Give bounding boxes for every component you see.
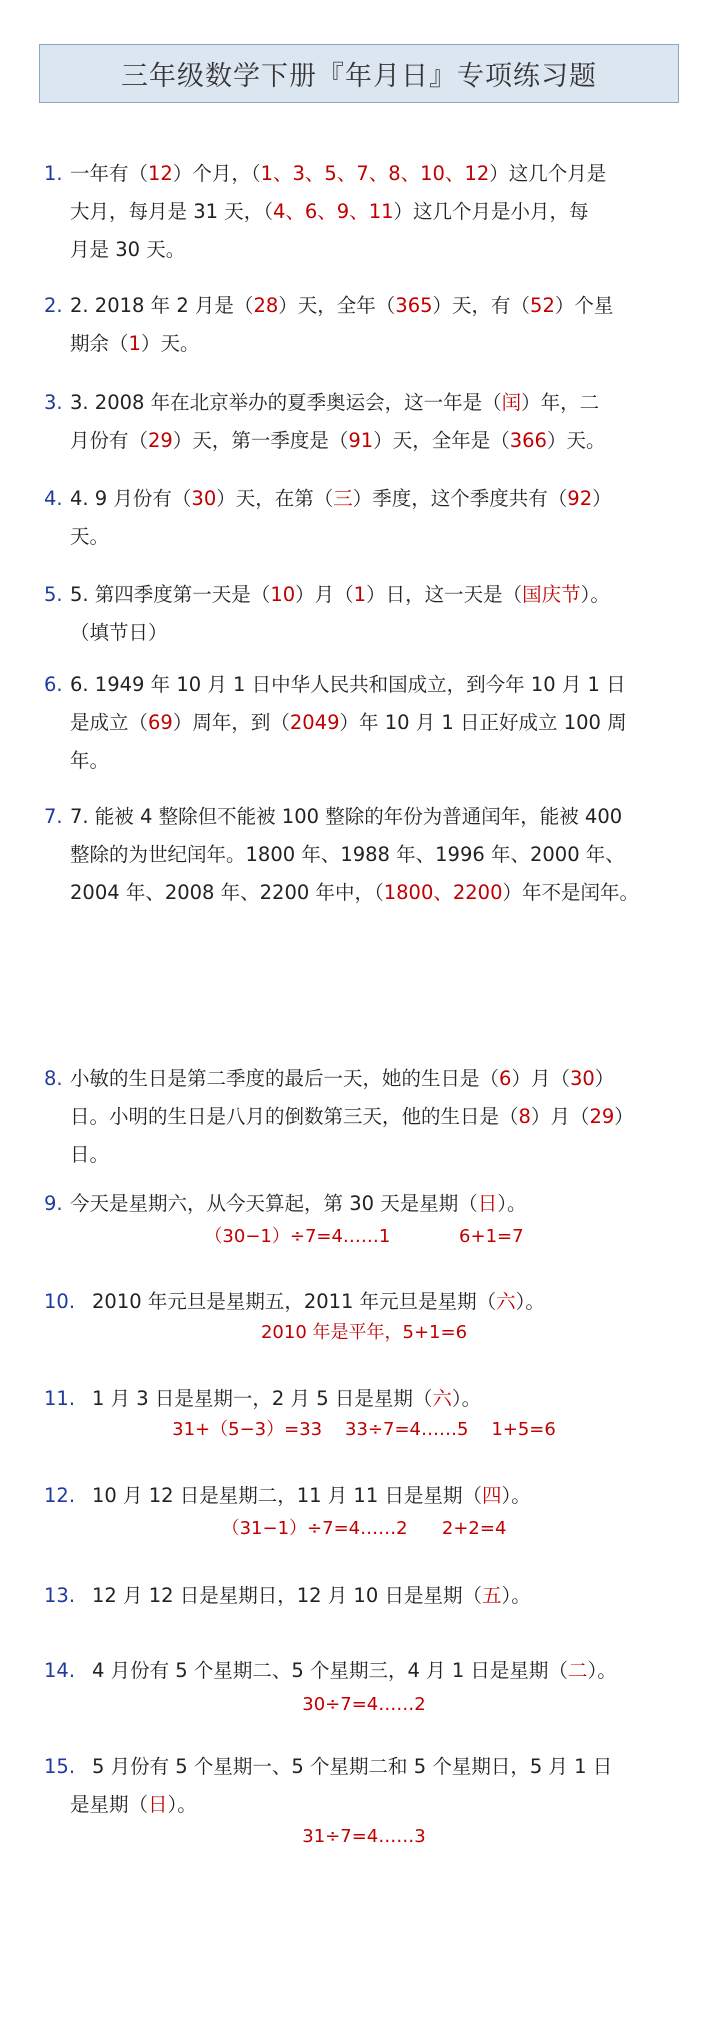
question-text: ）日，这一天是（	[366, 583, 523, 606]
question-text: 6. 1949 年 10 月 1 日中华人民共和国成立，到今年 10 月 1 日	[70, 673, 626, 696]
question-line	[44, 1060, 684, 1098]
question-text: 一年有（	[70, 162, 149, 185]
question-11	[44, 1380, 684, 1418]
question-text: ）。	[501, 1584, 531, 1607]
working-calculation: 30÷7=4……2	[302, 1694, 426, 1715]
question-text: 12 月 12 日是星期日，12 月 10 日是星期（	[92, 1584, 482, 1607]
answer-text: 366	[509, 429, 547, 452]
question-number: 5.	[44, 583, 63, 606]
question-number: 13.	[44, 1584, 76, 1607]
question-text: ）	[592, 487, 612, 510]
question-line	[44, 1786, 684, 1824]
question-text: ）天，第一季度是（	[172, 429, 349, 452]
answer-text: 69	[148, 711, 173, 734]
question-line	[44, 1136, 684, 1174]
working-calculation: 31÷7=4……3	[302, 1826, 426, 1847]
question-line	[44, 287, 684, 325]
question-text: ）。	[580, 583, 610, 606]
answer-text: 8	[518, 1105, 531, 1128]
question-text: 日。	[70, 1143, 110, 1166]
question-text: ）这几个月是小月，每	[393, 200, 589, 223]
question-text: ）月（	[530, 1105, 590, 1128]
answer-text: 4、6、9、11	[272, 200, 394, 223]
question-number: 2.	[44, 294, 63, 317]
question-text: 7. 能被 4 整除但不能被 100 整除的年份为普通闰年，能被 400	[70, 805, 623, 828]
question-text: ）天，在第（	[216, 487, 334, 510]
question-4	[44, 480, 684, 556]
answer-text: 1800、2200	[383, 881, 503, 904]
question-text: ）。	[515, 1290, 545, 1313]
question-line	[44, 384, 684, 422]
answer-text: 国庆节	[522, 583, 581, 606]
question-text: ）天，全年（	[278, 294, 396, 317]
question-text: 1 月 3 日是星期一，2 月 5 日是星期（	[92, 1387, 433, 1410]
question-text: ）年不是闰年。	[502, 881, 640, 904]
question-text: 4. 9 月份有（	[70, 487, 192, 510]
question-line	[44, 666, 684, 704]
answer-text: 三	[333, 487, 353, 510]
question-line	[44, 1748, 684, 1786]
answer-text: 52	[530, 294, 555, 317]
question-text: 4 月份有 5 个星期二、5 个星期三，4 月 1 日是星期（	[92, 1659, 568, 1682]
question-text: 天。	[70, 525, 110, 548]
question-10	[44, 1283, 684, 1321]
question-6	[44, 666, 684, 780]
question-text: 整除的为世纪闰年。1800 年、1988 年、1996 年、2000 年、	[70, 843, 625, 866]
question-text: ）。	[451, 1387, 482, 1410]
question-text: 5. 第四季度第一天是（	[70, 583, 271, 606]
answer-text: 6	[499, 1067, 512, 1090]
question-line	[44, 576, 684, 614]
question-text: 10 月 12 日是星期二，11 月 11 日是星期（	[92, 1484, 482, 1507]
answer-text: 1、3、5、7、8、10、12	[260, 162, 490, 185]
working-calculation: 31+（5−3）=33 33÷7=4……5 1+5=6	[172, 1419, 556, 1440]
question-text: ）年，二	[521, 391, 600, 414]
question-12	[44, 1477, 684, 1515]
question-line	[44, 614, 684, 652]
answer-text: 91	[348, 429, 374, 452]
question-line	[44, 231, 684, 269]
answer-text: 六	[432, 1387, 452, 1410]
working-calculation: 2010 年是平年，5+1=6	[260, 1322, 468, 1343]
answer-text: 四	[481, 1484, 502, 1507]
question-text: ）天。	[546, 429, 606, 452]
question-text: ）季度，这个季度共有（	[352, 487, 568, 510]
question-text: 3. 2008 年在北京举办的夏季奥运会，这一年是（	[70, 391, 502, 414]
question-text: 2004 年、2008 年、2200 年中，（	[70, 881, 384, 904]
answer-text: 28	[253, 294, 279, 317]
working-calculation: （31−1）÷7=4……2 2+2=4	[221, 1518, 507, 1539]
question-line	[44, 874, 684, 912]
answer-text: 五	[481, 1584, 502, 1607]
question-number: 14.	[44, 1659, 76, 1682]
answer-text: 日	[477, 1192, 498, 1215]
answer-text: 365	[395, 294, 433, 317]
answer-text: 10	[270, 583, 296, 606]
question-14	[44, 1652, 684, 1690]
question-text: ）	[594, 1067, 615, 1090]
answer-text: 日	[148, 1793, 168, 1816]
question-number: 3.	[44, 391, 63, 414]
question-number: 4.	[44, 487, 63, 510]
question-line	[44, 480, 684, 518]
question-number: 11.	[44, 1387, 76, 1410]
answer-text: 29	[148, 429, 173, 452]
question-line	[44, 518, 684, 556]
answer-text: 1	[353, 583, 367, 606]
question-text: 2010 年元旦是星期五，2011 年元旦是星期（	[92, 1290, 497, 1313]
question-text: ）周年，到（	[172, 711, 290, 734]
question-number: 15.	[44, 1755, 76, 1778]
question-15	[44, 1748, 684, 1824]
question-text: 期余（	[70, 332, 129, 355]
answer-text: 30	[569, 1067, 595, 1090]
question-8	[44, 1060, 684, 1174]
working-calculation: （30−1）÷7=4……1 6+1=7	[204, 1226, 524, 1247]
question-text: 年。	[70, 749, 110, 772]
question-line	[44, 1380, 684, 1418]
question-line	[44, 742, 684, 780]
question-line	[44, 1185, 684, 1223]
answer-text: 29	[589, 1105, 615, 1128]
question-text: ）这几个月是	[489, 162, 607, 185]
question-text: ）年 10 月 1 日正好成立 100 周	[339, 711, 627, 734]
question-line	[44, 798, 684, 836]
question-5	[44, 576, 684, 652]
question-text: 是星期（	[70, 1793, 149, 1816]
question-number: 8.	[44, 1067, 63, 1090]
question-text: ）。	[497, 1192, 527, 1215]
question-text: ）天，全年是（	[373, 429, 510, 452]
question-text: ）	[614, 1105, 634, 1128]
question-text: 5 月份有 5 个星期一、5 个星期二和 5 个星期日，5 月 1 日	[92, 1755, 613, 1778]
question-line	[44, 836, 684, 874]
page-title: 三年级数学下册『年月日』专项练习题	[121, 61, 597, 92]
answer-text: 1	[128, 332, 141, 355]
question-line	[44, 1283, 684, 1321]
question-number: 10.	[44, 1290, 76, 1313]
question-text: 是成立（	[70, 711, 149, 734]
question-text: 小敏的生日是第二季度的最后一天，她的生日是（	[70, 1067, 500, 1090]
answer-text: 2049	[289, 711, 340, 734]
question-2	[44, 287, 684, 363]
question-line	[44, 1577, 684, 1615]
answer-text: 30	[191, 487, 217, 510]
question-number: 1.	[44, 162, 63, 185]
answer-text: 92	[567, 487, 593, 510]
question-13	[44, 1577, 684, 1615]
question-9	[44, 1185, 684, 1223]
question-text: 2. 2018 年 2 月是（	[70, 294, 254, 317]
question-text: ）个月，（	[172, 162, 261, 185]
answer-text: 六	[496, 1290, 516, 1313]
question-text: ）天。	[140, 332, 200, 355]
answer-text: 12	[148, 162, 173, 185]
question-text: 今天是星期六，从今天算起，第 30 天是星期（	[70, 1192, 478, 1215]
question-line	[44, 155, 684, 193]
question-text: （填节日）	[70, 621, 168, 644]
question-line	[44, 1652, 684, 1690]
question-line	[44, 422, 684, 460]
question-text: 月是 30 天。	[70, 238, 186, 261]
question-line	[44, 1477, 684, 1515]
question-number: 9.	[44, 1192, 63, 1215]
question-text: ）。	[167, 1793, 197, 1816]
question-text: 大月，每月是 31 天，（	[70, 200, 273, 223]
question-text: ）。	[587, 1659, 617, 1682]
question-number: 12.	[44, 1484, 76, 1507]
question-text: ）月（	[295, 583, 354, 606]
question-text: ）月（	[511, 1067, 570, 1090]
question-line	[44, 704, 684, 742]
question-line	[44, 193, 684, 231]
question-text: 月份有（	[70, 429, 149, 452]
question-text: ）天，有（	[432, 294, 531, 317]
answer-text: 二	[567, 1659, 588, 1682]
title-box	[39, 44, 679, 103]
question-1	[44, 155, 684, 269]
question-line	[44, 325, 684, 363]
question-text: 日。小明的生日是八月的倒数第三天，他的生日是（	[70, 1105, 519, 1128]
question-text: ）。	[501, 1484, 531, 1507]
question-3	[44, 384, 684, 460]
question-number: 7.	[44, 805, 63, 828]
answer-text: 闰	[501, 391, 522, 414]
question-number: 6.	[44, 673, 63, 696]
question-7	[44, 798, 684, 912]
question-text: ）个星	[554, 294, 614, 317]
question-line	[44, 1098, 684, 1136]
